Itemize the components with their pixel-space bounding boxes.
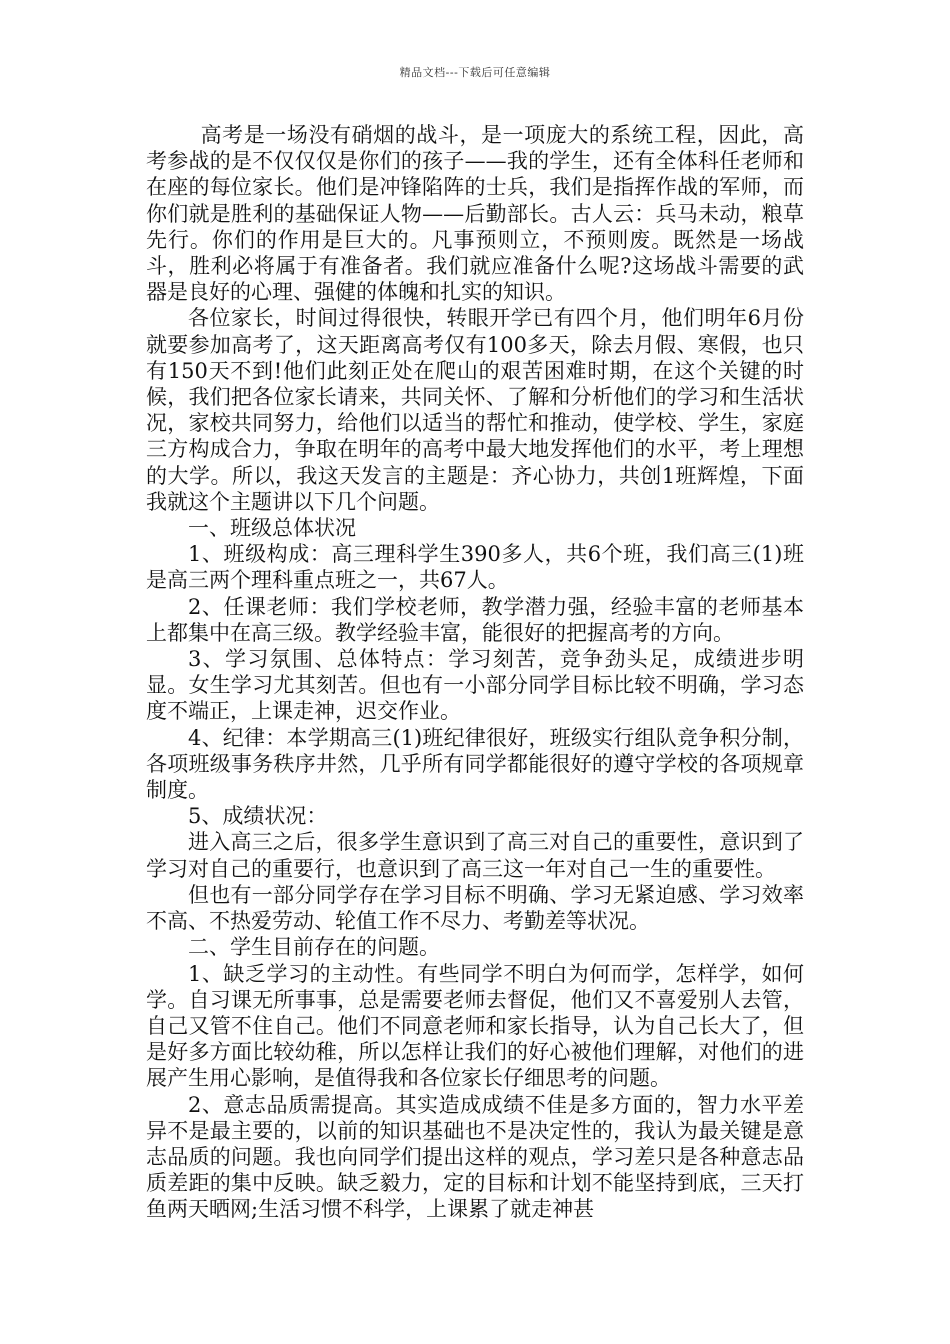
document-body bbox=[146, 122, 804, 1223]
paragraph-grades-awareness: 进入高三之后，很多学生意识到了高三对自己的重要性，意识到了学习对自己的重要行，也意识到了高三这一年对自己一生的重要性。 bbox=[146, 830, 804, 881]
paragraph-initiative: 1、缺乏学习的主动性。有些同学不明白为何而学，怎样学，如何学。自习课无所事事，总是需要老师去督促，他们又不喜爱别人去管，自己又管不住自己。他们不同意老师和家长指导，认为自己长大了，但是好多方面比较幼稚，所以怎样让我们的好心被他们理解，对他们的进展产生用心影响，是值得我和各位家长仔细思考的问题。 bbox=[146, 961, 804, 1091]
paragraph-grades-heading: 5、成绩状况： bbox=[188, 804, 328, 829]
page-header: 精品文档---下载后可任意编辑 bbox=[399, 66, 551, 79]
paragraph-parents: 各位家长，时间过得很快，转眼开学已有四个月，他们明年6月份就要参加高考了，这天距离高考仅有100多天，除去月假、寒假，也只有150天不到!他们此刻正处在爬山的艰苦困难时期，在这个关键的时候，我们把各位家长请来，共同关怀、了解和分析他们的学习和生活状况，家校共同努力，给他们以适当的帮忙和推动，使学校、学生，家庭三方构成合力，争取在明年的高考中最大地发挥他们的水平，考上理想的大学。所以，我这天发言的主题是：齐心协力，共创1班辉煌，下面我就这个主题讲以下几个问题。 bbox=[146, 306, 804, 514]
paragraph-teachers: 2、任课老师：我们学校老师，教学潜力强，经验丰富的老师基本上都集中在高三级。教学经验丰富，能很好的把握高考的方向。 bbox=[146, 594, 804, 645]
paragraph-discipline: 4、纪律：本学期高三(1)班纪律很好，班级实行组队竞争积分制，各项班级事务秩序井然，几乎所有同学都能很好的遵守学校的各项规章制度。 bbox=[146, 725, 804, 803]
section-heading-problems: 二、学生目前存在的问题。 bbox=[188, 935, 440, 960]
paragraph-intro: 高考是一场没有硝烟的战斗，是一项庞大的系统工程，因此，高考参战的是不仅仅仅是你们的孩子——我的学生，还有全体科任老师和在座的每位家长。他们是冲锋陷阵的士兵，我们是指挥作战的军师，而你们就是胜利的基础保证人物——后勤部长。古人云：兵马未动，粮草先行。你们的作用是巨大的。凡事预则立，不预则废。既然是一场战斗，胜利必将属于有准备者。我们就应准备什么呢?这场战斗需要的武器是良好的心理、强健的体魄和扎实的知识。 bbox=[146, 123, 804, 305]
section-heading-class-overview: 一、班级总体状况 bbox=[188, 516, 356, 541]
paragraph-study-atmosphere: 3、学习氛围、总体特点：学习刻苦，竞争劲头足，成绩进步明显。女生学习尤其刻苦。但也有一小部分同学目标比较不明确，学习态度不端正，上课走神，迟交作业。 bbox=[146, 647, 804, 724]
paragraph-class-composition: 1、班级构成：高三理科学生390多人，共6个班，我们高三(1)班是高三两个理科重点班之一，共67人。 bbox=[146, 542, 804, 593]
paragraph-willpower: 2、意志品质需提高。其实造成成绩不佳是多方面的，智力水平差异不是最主要的，以前的知识基础也不是决定性的，我认为最关键是意志品质的问题。我也向同学们提出这样的观点，学习差只是各种意志品质差距的集中反映。缺乏毅力，定的目标和计划不能坚持到底，三天打鱼两天晒网;生活习惯不科学，上课累了就走神甚 bbox=[146, 1092, 804, 1222]
paragraph-grades-issues: 但也有一部分同学存在学习目标不明确、学习无紧迫感、学习效率不高、不热爱劳动、轮值工作不尽力、考勤差等状况。 bbox=[146, 882, 804, 934]
